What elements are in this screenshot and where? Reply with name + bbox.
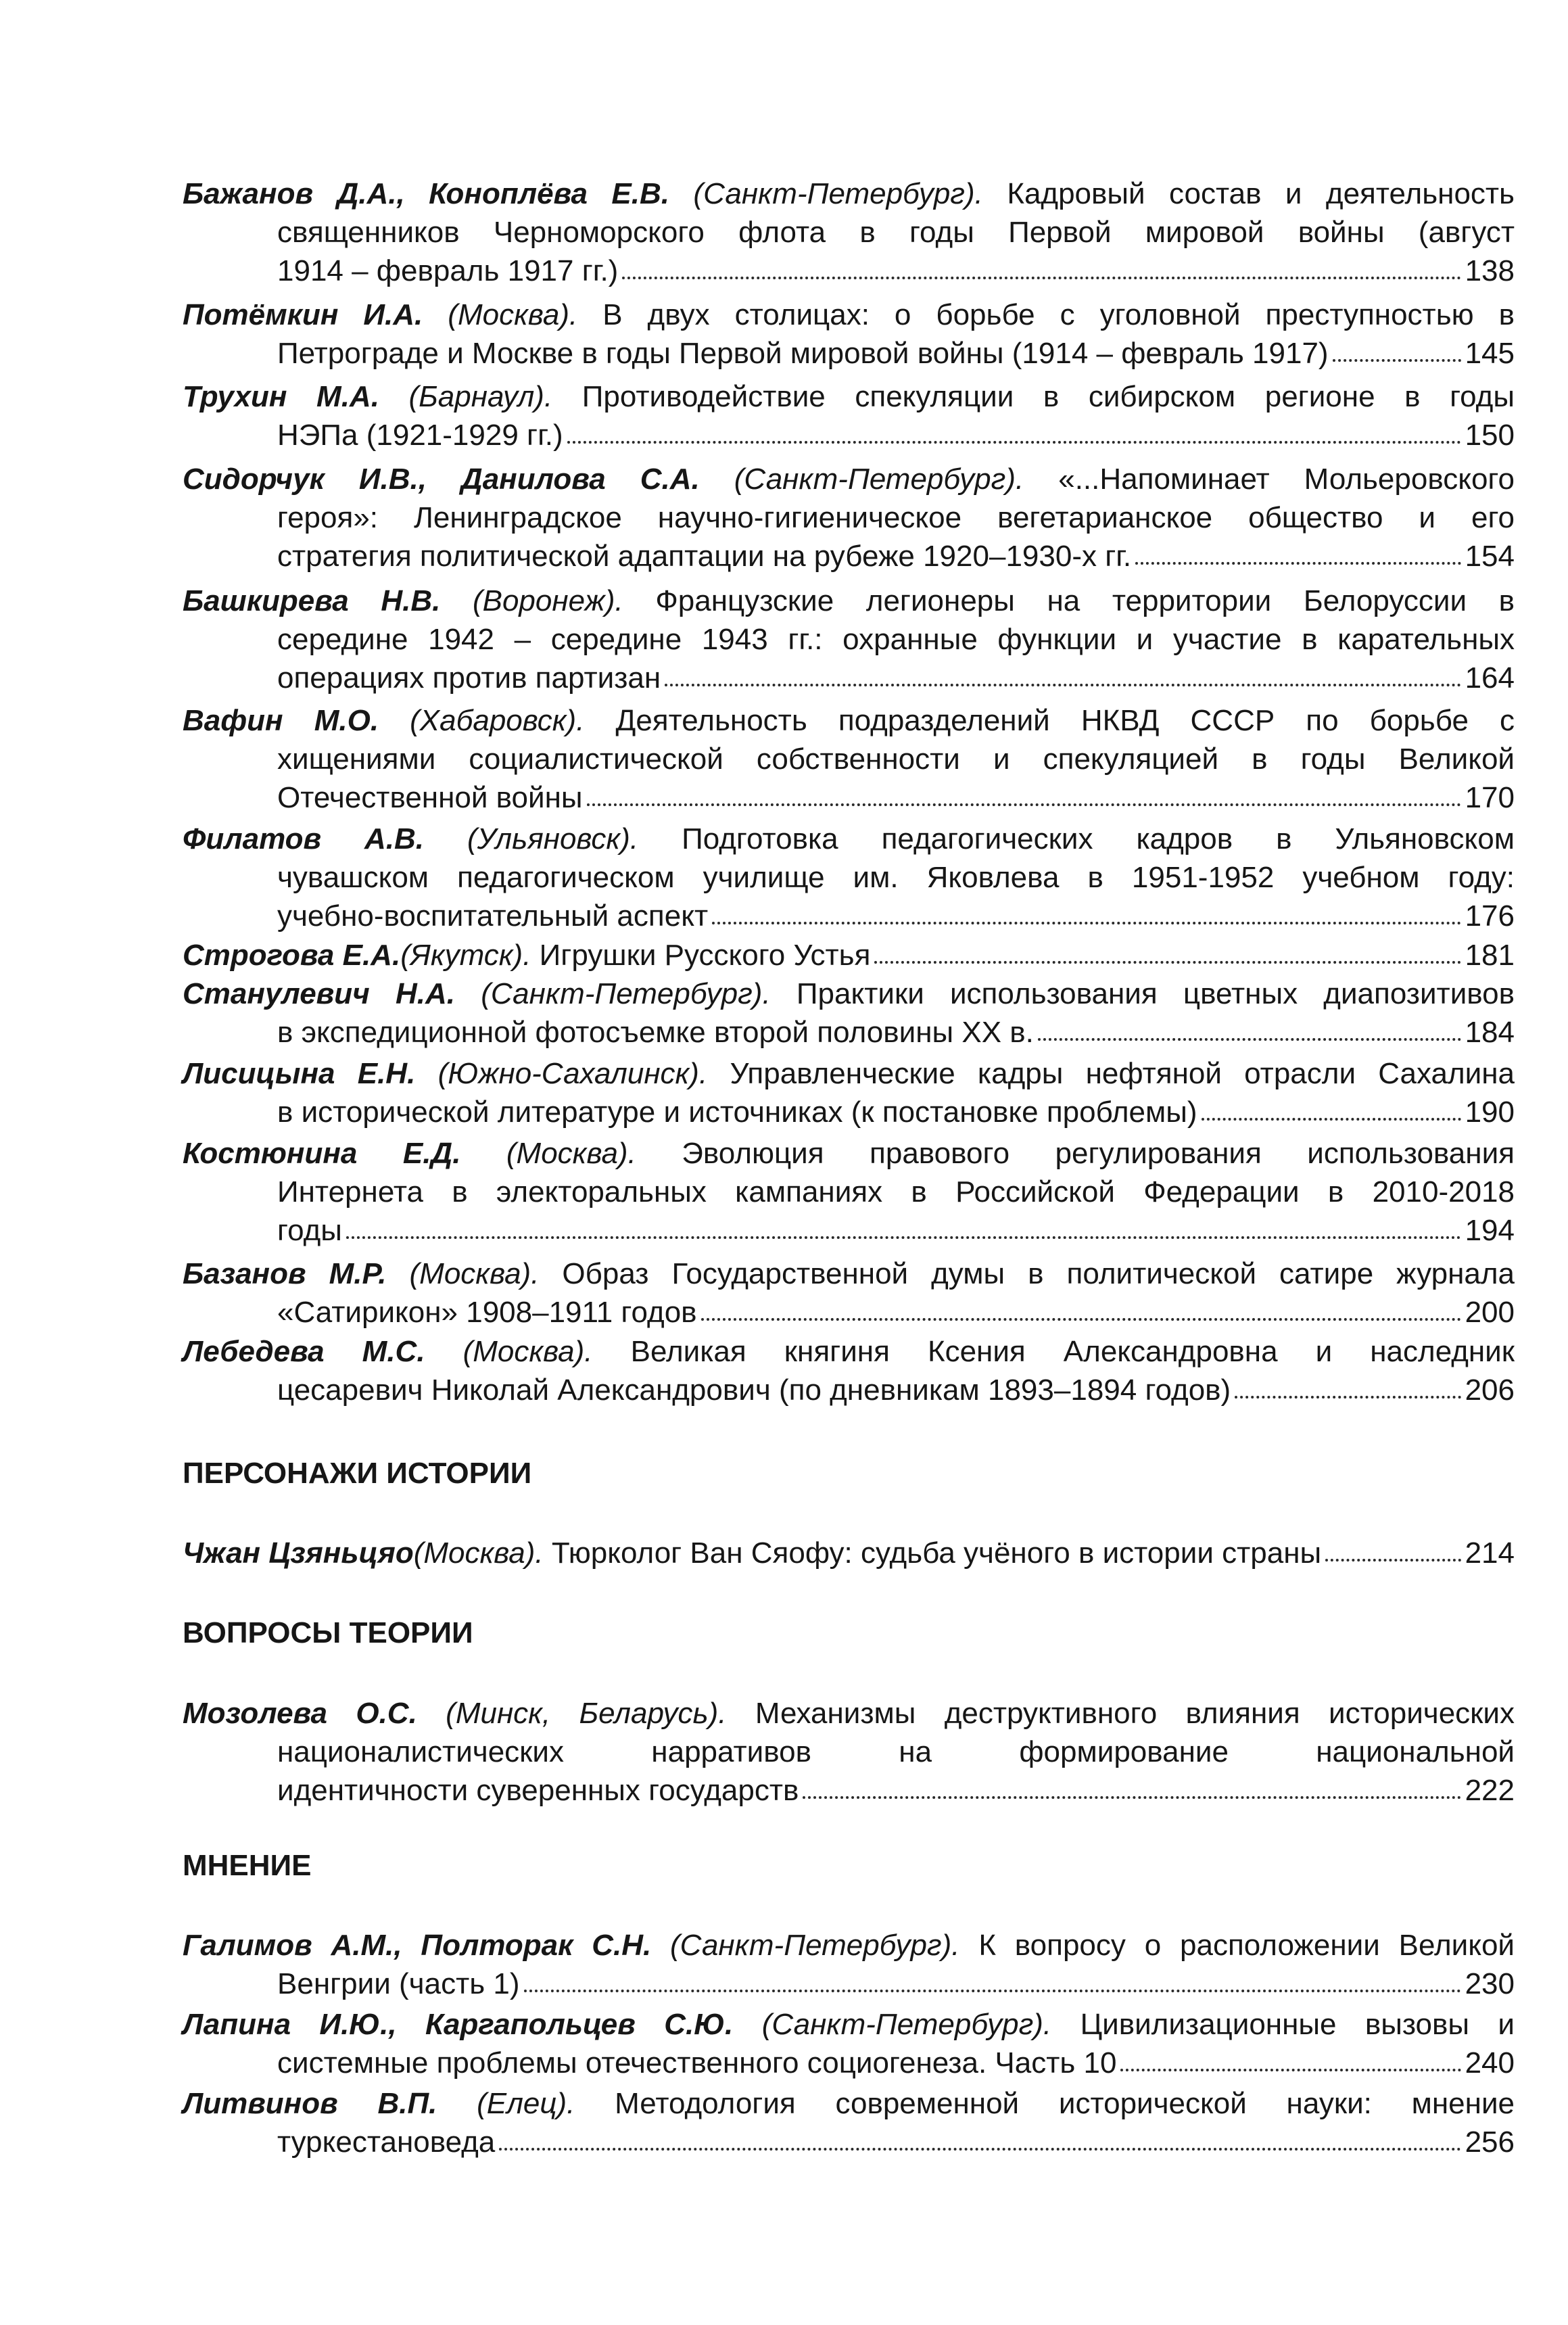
entry-title-start: Механизмы деструктивного влияния исторических [755, 1697, 1515, 1730]
entry-title-tail: в исторической литературе и источниках (к постановке проблемы) [277, 1096, 1197, 1129]
section-heading-personages: ПЕРСОНАЖИ ИСТОРИИ [183, 1457, 532, 1490]
entry-author: Башкирева Н.В. [183, 584, 441, 617]
entry-last-line [183, 659, 1515, 697]
toc-entry[interactable] [183, 974, 1515, 1052]
toc-entry[interactable] [183, 936, 1515, 974]
entry-title-tail: системные проблемы отечественного социогенеза. Часть 10 [277, 2046, 1117, 2080]
entry-line [183, 936, 1515, 974]
toc-entry[interactable] [183, 1534, 1515, 1572]
entry-city: (Москва). [448, 298, 578, 331]
entry-author: Строгова Е.А. [183, 939, 401, 972]
entry-title-middle: националистических нарративов на формирование национальной [277, 1735, 1515, 1768]
page-number: 138 [1465, 254, 1515, 287]
toc-entry[interactable] [183, 1332, 1515, 1409]
entry-city: (Барнаул). [408, 380, 553, 413]
entry-city: (Москва). [462, 1335, 593, 1368]
entry-last-line [183, 416, 1515, 454]
section-heading-opinion: МНЕНИЕ [183, 1849, 312, 1882]
entry-title-start: Практики использования цветных диапозитивов [796, 977, 1515, 1010]
entry-last-line [183, 1013, 1515, 1052]
entry-first-line [183, 974, 1515, 1013]
entry-title-tail: идентичности суверенных государств [277, 1774, 799, 1807]
entry-title-middle: чувашском педагогическом училище им. Яковлева в 1951-1952 учебном году: [277, 861, 1515, 894]
toc-entry[interactable] [183, 1254, 1515, 1332]
entry-author: Литвинов В.П. [183, 2087, 437, 2120]
dot-leader [524, 1990, 1461, 1992]
entry-title-tail: 1914 – февраль 1917 гг.) [277, 254, 619, 287]
dot-leader [587, 803, 1461, 806]
dot-leader [1038, 1038, 1461, 1041]
page-number: 154 [1465, 540, 1515, 573]
entry-author: Костюнина Е.Д. [183, 1137, 461, 1170]
entry-last-line [183, 2044, 1515, 2082]
dot-leader [803, 1796, 1460, 1799]
toc-entry[interactable] [183, 377, 1515, 454]
entry-city: (Якутск). [400, 939, 531, 972]
entry-city: (Москва). [506, 1137, 636, 1170]
entry-last-line [183, 2123, 1515, 2161]
toc-entry[interactable] [183, 1694, 1515, 1810]
entry-last-line [183, 1771, 1515, 1810]
entry-first-line [183, 582, 1515, 620]
entry-city: (Елец). [477, 2087, 575, 2120]
entry-last-line [183, 1093, 1515, 1131]
entry-title-middle: священников Черноморского флота в годы Первой мировой войны (август [277, 216, 1515, 249]
entry-first-line [183, 1254, 1515, 1293]
entry-first-line [183, 1332, 1515, 1371]
entry-first-line [183, 2005, 1515, 2044]
entry-first-line [183, 1694, 1515, 1733]
entry-city: (Санкт-Петербург). [481, 977, 771, 1010]
dot-leader [346, 1236, 1461, 1239]
entry-last-line [183, 1293, 1515, 1332]
page-number: 200 [1465, 1296, 1515, 1329]
entry-title-start: В двух столицах: о борьбе с уголовной преступностью в [602, 298, 1515, 331]
entry-first-line [183, 1134, 1515, 1173]
page-number: 184 [1465, 1016, 1515, 1049]
entry-title-tail: операциях против партизан [277, 661, 661, 695]
entry-last-line [183, 778, 1515, 817]
entry-title-start: К вопросу о расположении Великой [978, 1929, 1515, 1962]
entry-title-tail: НЭПа (1921-1929 гг.) [277, 419, 563, 452]
entry-author: Чжан Цзяньцяо [183, 1536, 414, 1570]
entry-title-start: Подготовка педагогических кадров в Ульяновском [682, 822, 1515, 855]
entry-author: Потёмкин И.А. [183, 298, 423, 331]
page-number: 256 [1465, 2126, 1515, 2159]
entry-title-tail: Венгрии (часть 1) [277, 1967, 520, 2000]
toc-entry[interactable] [183, 1926, 1515, 2003]
toc-entry[interactable] [183, 1054, 1515, 1131]
entry-author: Лисицына Е.Н. [183, 1057, 416, 1090]
dot-leader [499, 2148, 1460, 2151]
dot-leader [1235, 1396, 1460, 1399]
entry-first-line [183, 174, 1515, 213]
entry-title-start: Кадровый состав и деятельность [1007, 177, 1515, 210]
dot-leader [712, 922, 1460, 924]
toc-entry[interactable] [183, 820, 1515, 935]
entry-first-line [183, 1054, 1515, 1093]
entry-title-middle: середине 1942 – середине 1943 гг.: охранные функции и участие в карательных [277, 623, 1515, 656]
toc-entry[interactable] [183, 1134, 1515, 1250]
entry-author: Мозолева О.С. [183, 1697, 417, 1730]
page-number: 230 [1465, 1967, 1515, 2000]
entry-title-start: Великая княгиня Ксения Александровна и наследник [630, 1335, 1515, 1368]
entry-title-tail: годы [277, 1214, 342, 1247]
entry-city: (Минск, Беларусь). [446, 1697, 727, 1730]
entry-author: Лапина И.Ю., Каргапольцев С.Ю. [183, 2008, 734, 2041]
entry-last-line [183, 897, 1515, 935]
page-number: 240 [1465, 2046, 1515, 2080]
toc-entry[interactable] [183, 296, 1515, 373]
entry-first-line [183, 701, 1515, 740]
entry-title-tail: туркестановеда [277, 2126, 496, 2159]
toc-entry[interactable] [183, 582, 1515, 697]
entry-line [183, 1534, 1515, 1572]
entry-city: (Москва). [409, 1257, 540, 1290]
entry-last-line [183, 537, 1515, 576]
dot-leader [1202, 1118, 1461, 1121]
toc-entry[interactable] [183, 2084, 1515, 2161]
entry-title-tail: Петрограде и Москве в годы Первой мировой войны (1914 – февраль 1917) [277, 337, 1329, 370]
entry-first-line [183, 2084, 1515, 2123]
entry-author: Филатов А.В. [183, 822, 425, 855]
dot-leader [1120, 2069, 1460, 2071]
entry-last-line [183, 1211, 1515, 1250]
entry-city: (Ульяновск). [467, 822, 639, 855]
dot-leader [874, 961, 1460, 964]
page-number: 222 [1465, 1774, 1515, 1807]
entry-title-start: Эволюция правового регулирования использования [682, 1137, 1515, 1170]
page-number: 194 [1465, 1214, 1515, 1247]
dot-leader [1333, 359, 1461, 362]
entry-title-start: Цивилизационные вызовы и [1080, 2008, 1515, 2041]
entry-title-tail: цесаревич Николай Александрович (по дневникам 1893–1894 годов) [277, 1373, 1231, 1407]
entry-city: (Москва). [413, 1536, 544, 1570]
entry-author: Галимов А.М., Полторак С.Н. [183, 1929, 652, 1962]
dot-leader [622, 277, 1460, 279]
page-number: 170 [1465, 781, 1515, 814]
entry-first-line [183, 296, 1515, 334]
section-heading-theory: ВОПРОСЫ ТЕОРИИ [183, 1616, 473, 1649]
entry-author: Бажанов Д.А., Коноплёва Е.В. [183, 177, 669, 210]
entry-title-start: Управленческие кадры нефтяной отрасли Сахалина [730, 1057, 1515, 1090]
page-number: 150 [1465, 419, 1515, 452]
entry-title-middle: хищениями социалистической собственности и спекуляцией в годы Великой [277, 743, 1515, 776]
page-number: 164 [1465, 661, 1515, 695]
dot-leader [665, 684, 1460, 686]
entry-title-start: Французские легионеры на территории Белоруссии в [655, 584, 1515, 617]
entry-author: Трухин М.А. [183, 380, 379, 413]
toc-entry[interactable] [183, 2005, 1515, 2082]
entry-first-line [183, 377, 1515, 416]
entry-city: (Санкт-Петербург). [693, 177, 983, 210]
entry-author: Станулевич Н.А. [183, 977, 455, 1010]
entry-last-line [183, 334, 1515, 373]
page-number: 145 [1465, 337, 1515, 370]
dot-leader [1135, 562, 1460, 565]
entry-author: Базанов М.Р. [183, 1257, 387, 1290]
entry-title-start: «...Напоминает Мольеровского [1058, 463, 1515, 496]
entry-title-tail: Отечественной войны [277, 781, 583, 814]
entry-title-tail: стратегия политической адаптации на рубеже 1920–1930-х гг. [277, 540, 1132, 573]
page-number: 190 [1465, 1096, 1515, 1129]
entry-title-tail: «Сатирикон» 1908–1911 годов [277, 1296, 697, 1329]
entry-city: (Санкт-Петербург). [670, 1929, 960, 1962]
entry-last-line [183, 252, 1515, 290]
entry-title-tail: учебно-воспитательный аспект [277, 899, 709, 933]
entry-city: (Санкт-Петербург). [761, 2008, 1052, 2041]
entry-author: Вафин М.О. [183, 704, 379, 737]
dot-leader [1325, 1559, 1460, 1561]
entry-city: (Воронеж). [472, 584, 623, 617]
entry-title-tail: Игрушки Русского Устья [539, 939, 871, 972]
entry-title-tail: Тюрколог Ван Сяофу: судьба учёного в истории страны [551, 1536, 1322, 1570]
page-number: 176 [1465, 899, 1515, 933]
entry-title-start: Методология современной исторической науки: мнение [615, 2087, 1515, 2120]
entry-city: (Хабаровск). [410, 704, 585, 737]
entry-author: Сидорчук И.В., Данилова С.А. [183, 463, 700, 496]
entry-title-tail: в экспедиционной фотосъемке второй половины XX в. [277, 1016, 1034, 1049]
entry-first-line [183, 460, 1515, 498]
entry-city: (Санкт-Петербург). [734, 463, 1024, 496]
entry-last-line [183, 1965, 1515, 2003]
entry-title-start: Противодействие спекуляции в сибирском регионе в годы [581, 380, 1515, 413]
page-number: 206 [1465, 1373, 1515, 1407]
page-number: 181 [1465, 939, 1515, 972]
entry-author: Лебедева М.С. [183, 1335, 425, 1368]
entry-first-line [183, 820, 1515, 858]
toc-entry[interactable] [183, 701, 1515, 817]
entry-title-start: Деятельность подразделений НКВД СССР по борьбе с [615, 704, 1515, 737]
entry-last-line [183, 1371, 1515, 1409]
toc-entry[interactable] [183, 174, 1515, 290]
toc-entry[interactable] [183, 460, 1515, 576]
dot-leader [567, 441, 1461, 444]
entry-title-middle: героя»: Ленинградское научно-гигиеническое вегетарианское общество и его [277, 501, 1515, 534]
entry-title-middle: Интернета в электоральных кампаниях в Российской Федерации в 2010-2018 [277, 1175, 1515, 1208]
entry-city: (Южно-Сахалинск). [437, 1057, 708, 1090]
entry-first-line [183, 1926, 1515, 1965]
entry-title-start: Образ Государственной думы в политической сатире журнала [562, 1257, 1515, 1290]
dot-leader [701, 1318, 1461, 1321]
page-number: 214 [1465, 1536, 1515, 1570]
